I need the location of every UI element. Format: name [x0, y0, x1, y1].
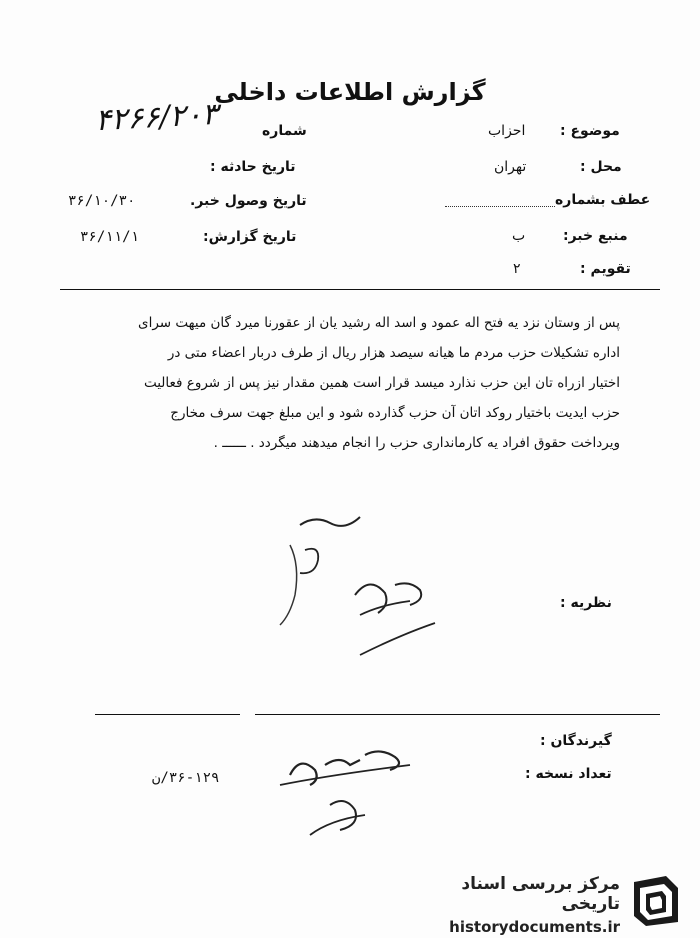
report-body — [60, 308, 620, 458]
report-date-label: تاریخ گزارش: — [203, 229, 297, 245]
news-received-label: تاریخ وصول خبر. — [190, 193, 307, 209]
source-value: ب — [512, 228, 526, 244]
body-line-3: اختیار ازراه تان این حزب نذارد میسد قرار است همین مقدار نیز پس از شروع فعالیت — [143, 375, 620, 391]
body-line-4: حزب ایدیت باختیار روکد اتان آن حزب گذارده شود و این مبلغ جهت سرف مخارج — [170, 405, 620, 421]
body-line-2: اداره تشکیلات حزب مردم ما هیانه سیصد هزار ریال از طرف دربار اعضاء متی در — [167, 345, 620, 361]
reference-code: ۳۶-۱۲۹/ن — [152, 770, 220, 786]
header-divider — [60, 289, 660, 290]
watermark-url-text: historydocuments.ir — [449, 918, 620, 936]
opinion-label: نظریه : — [560, 595, 612, 611]
watermark-persian-text: مرکز بررسی اسناد تاریخی — [461, 874, 620, 914]
recipients-label: گیرندگان : — [540, 733, 612, 749]
news-received-value: ۳۶/۱۰/۳۰ — [68, 193, 136, 209]
handwritten-annotation — [260, 505, 440, 675]
report-title: گزارش اطلاعات داخلی — [214, 78, 486, 106]
handwritten-recipients — [270, 735, 420, 845]
copies-label: تعداد نسخه : — [525, 766, 612, 782]
place-value: تهران — [494, 159, 527, 175]
evaluation-label: تقویم : — [580, 261, 631, 277]
body-line-5: ویرداخت حقوق افراد یه کارمانداری حزب را انجام میدهند میگردد . ــــــ . — [213, 435, 620, 451]
source-label: منبع خبر: — [563, 228, 628, 244]
subject-value: احزاب — [488, 123, 526, 139]
footer-divider-right — [255, 714, 660, 715]
watermark — [420, 866, 690, 936]
number-label: شماره — [262, 123, 307, 139]
place-label: محل : — [580, 159, 622, 175]
watermark-logo-icon — [626, 872, 684, 928]
report-number-handwritten: ۴۲۶۶/۲۰۳ — [94, 96, 219, 139]
footer-divider-left — [95, 714, 240, 715]
evaluation-value: ۲ — [513, 261, 521, 277]
report-date-value: ۳۶/۱۱/۱ — [80, 229, 140, 245]
subject-label: موضوع : — [560, 123, 620, 139]
reference-label: عطف بشماره — [555, 192, 651, 208]
incident-date-label: تاریخ حادثه : — [210, 159, 296, 175]
body-line-1: پس از وستان نزد یه فتح اله عمود و اسد اله رشید یان از عقورنا میرد گان میهت سرای — [138, 315, 620, 331]
reference-dotted-line — [445, 192, 555, 211]
